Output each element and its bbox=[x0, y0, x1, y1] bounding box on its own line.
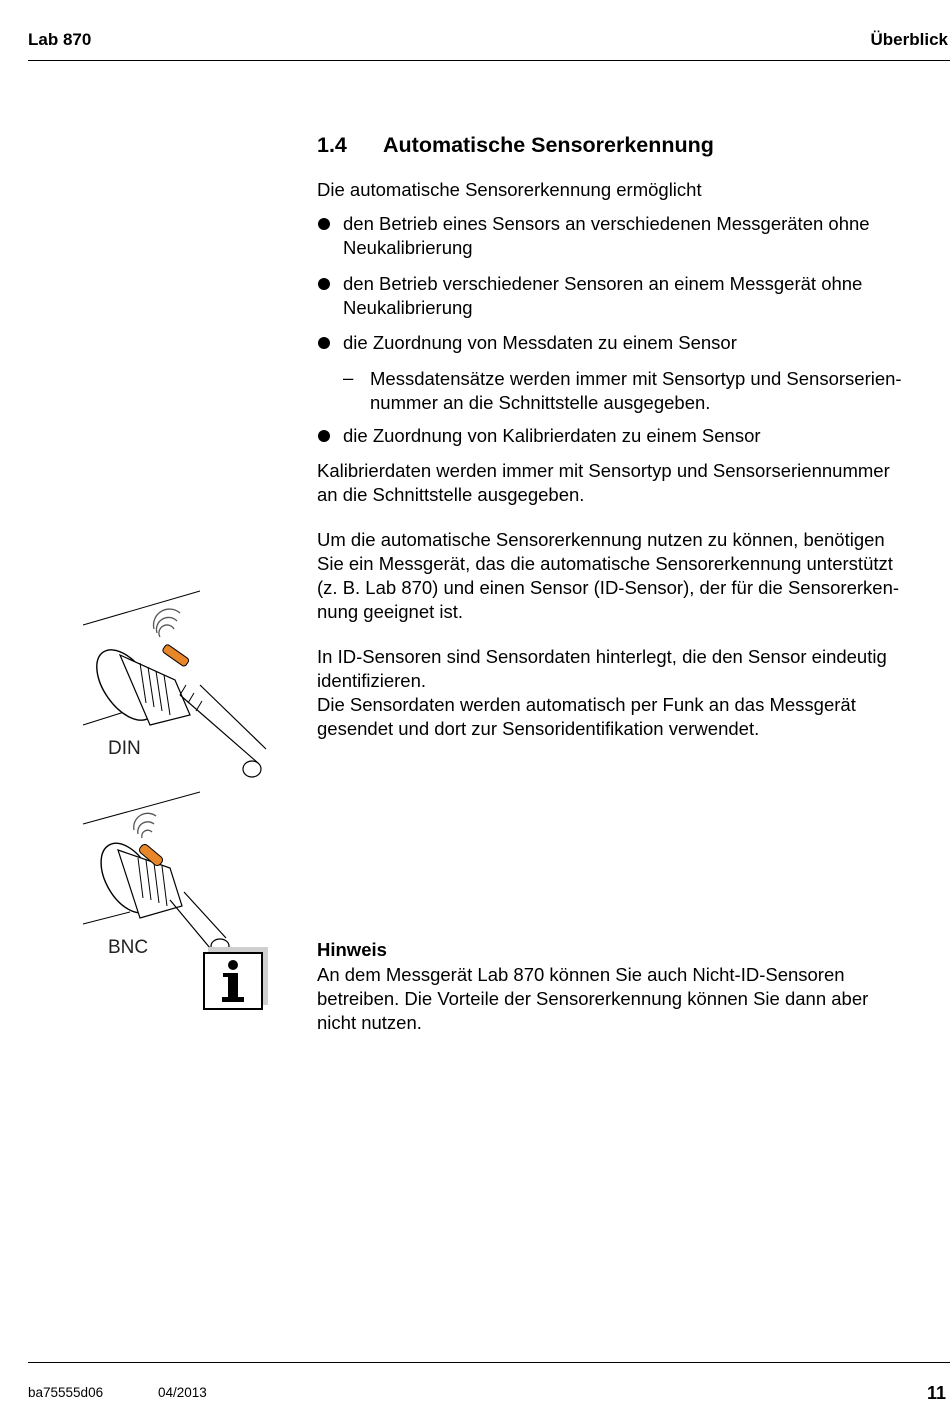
page-number: 11 bbox=[926, 1383, 946, 1403]
bullet-line: Neukalibrierung bbox=[343, 297, 473, 318]
bullet-dot bbox=[318, 430, 330, 442]
bullet-line: den Betrieb eines Sensors an verschiedenen Messgeräten ohne bbox=[343, 213, 870, 234]
header-rule bbox=[28, 60, 950, 61]
note-line: An dem Messgerät Lab 870 können Sie auch Nicht-ID-Sensoren bbox=[317, 964, 845, 985]
paragraph-calibration bbox=[317, 459, 949, 507]
paragraph-id-sensors bbox=[317, 645, 949, 741]
bnc-label: BNC bbox=[108, 937, 149, 958]
footer-rule bbox=[28, 1362, 950, 1363]
info-icon bbox=[203, 952, 263, 1010]
note-heading: Hinweis bbox=[317, 939, 387, 960]
paragraph-line: nung geeignet ist. bbox=[317, 601, 464, 622]
section-number: 1.4 bbox=[317, 133, 347, 157]
section-heading bbox=[317, 133, 714, 158]
bnc-sensor-illustration bbox=[80, 788, 270, 958]
paragraph-line: Sie ein Messgerät, das die automatische Sensorerkennung unterstützt bbox=[317, 553, 893, 574]
paragraph-line: identifizieren. bbox=[317, 670, 427, 691]
paragraph-line: Kalibrierdaten werden immer mit Sensortyp und Sensorseriennummer bbox=[317, 460, 890, 481]
din-label: DIN bbox=[108, 738, 141, 759]
info-glyph bbox=[205, 954, 261, 1008]
bullet-line: Neukalibrierung bbox=[343, 237, 473, 258]
sub-item bbox=[370, 367, 950, 415]
note-line: betreiben. Die Vorteile der Sensorerkennung können Sie dann aber bbox=[317, 988, 869, 1009]
intro-text: Die automatische Sensorerkennung ermöglicht bbox=[317, 179, 702, 200]
bullet-dot bbox=[318, 278, 330, 290]
bullet-dot bbox=[318, 337, 330, 349]
paragraph-line: In ID-Sensoren sind Sensordaten hinterlegt, die den Sensor eindeutig bbox=[317, 646, 887, 667]
bullet-line: den Betrieb verschiedener Sensoren an einem Messgerät ohne bbox=[343, 273, 863, 294]
bullet-item bbox=[343, 424, 949, 448]
sub-item-line: nummer an die Schnittstelle ausgegeben. bbox=[370, 392, 711, 413]
section-title: Automatische Sensorerkennung bbox=[383, 133, 714, 157]
running-header-title: Lab 870 bbox=[28, 30, 92, 49]
paragraph-line: (z. B. Lab 870) und einen Sensor (ID-Sensor), der für die Sensorerken- bbox=[317, 577, 900, 598]
bullet-item bbox=[343, 272, 949, 320]
running-header-chapter: Überblick bbox=[870, 30, 948, 49]
paragraph-line: Um die automatische Sensorerkennung nutzen zu können, benötigen bbox=[317, 529, 885, 550]
footer-doc-id: ba75555d06 bbox=[28, 1385, 104, 1400]
bullet-item bbox=[343, 331, 949, 355]
bullet-line: die Zuordnung von Kalibrierdaten zu einem Sensor bbox=[343, 425, 761, 446]
dash-marker: – bbox=[343, 367, 354, 388]
footer-date: 04/2013 bbox=[158, 1385, 207, 1400]
paragraph-line: Die Sensordaten werden automatisch per Funk an das Messgerät bbox=[317, 694, 856, 715]
paragraph-requirements bbox=[317, 528, 949, 624]
bullet-item bbox=[343, 212, 949, 260]
paragraph-line: an die Schnittstelle ausgegeben. bbox=[317, 484, 585, 505]
sub-item-line: Messdatensätze werden immer mit Sensortyp und Sensorserien- bbox=[370, 368, 902, 389]
note-line: nicht nutzen. bbox=[317, 1012, 422, 1033]
note-text bbox=[317, 963, 949, 1035]
bullet-dot bbox=[318, 218, 330, 230]
bullet-line: die Zuordnung von Messdaten zu einem Sensor bbox=[343, 332, 737, 353]
paragraph-line: gesendet und dort zur Sensoridentifikation verwendet. bbox=[317, 718, 760, 739]
